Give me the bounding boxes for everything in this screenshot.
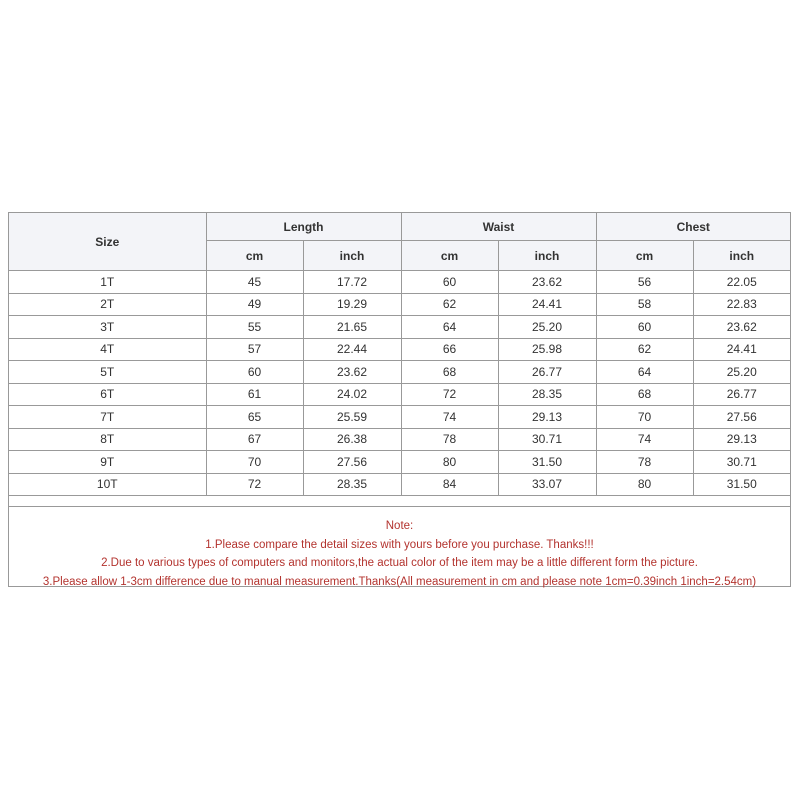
measurement-cell: 24.02 bbox=[303, 383, 401, 406]
size-cell: 4T bbox=[9, 338, 206, 361]
measurement-cell: 27.56 bbox=[693, 406, 790, 429]
unit-header: inch bbox=[303, 241, 401, 271]
measurement-cell: 17.72 bbox=[303, 271, 401, 294]
table-row bbox=[9, 473, 790, 496]
measurement-cell: 29.13 bbox=[693, 428, 790, 451]
measurement-cell: 60 bbox=[401, 271, 498, 294]
measurement-cell: 23.62 bbox=[693, 316, 790, 339]
measurement-cell: 26.38 bbox=[303, 428, 401, 451]
header-row-groups bbox=[9, 213, 790, 241]
table-row bbox=[9, 383, 790, 406]
measurement-cell: 66 bbox=[401, 338, 498, 361]
size-cell: 10T bbox=[9, 473, 206, 496]
measurement-cell: 30.71 bbox=[498, 428, 596, 451]
measurement-cell: 49 bbox=[206, 293, 303, 316]
size-header: Size bbox=[9, 213, 206, 271]
measurement-cell: 25.59 bbox=[303, 406, 401, 429]
measurement-cell: 55 bbox=[206, 316, 303, 339]
measurement-cell: 72 bbox=[401, 383, 498, 406]
measurement-cell: 60 bbox=[596, 316, 693, 339]
measurement-cell: 21.65 bbox=[303, 316, 401, 339]
table-row bbox=[9, 361, 790, 384]
measurement-cell: 68 bbox=[596, 383, 693, 406]
size-cell: 2T bbox=[9, 293, 206, 316]
table-row bbox=[9, 293, 790, 316]
unit-header: cm bbox=[401, 241, 498, 271]
size-cell: 8T bbox=[9, 428, 206, 451]
measurement-cell: 33.07 bbox=[498, 473, 596, 496]
measurement-cell: 25.98 bbox=[498, 338, 596, 361]
measurement-cell: 22.83 bbox=[693, 293, 790, 316]
table-row bbox=[9, 451, 790, 474]
chest-header: Chest bbox=[596, 213, 790, 241]
measurement-cell: 67 bbox=[206, 428, 303, 451]
size-cell: 1T bbox=[9, 271, 206, 294]
measurement-cell: 27.56 bbox=[303, 451, 401, 474]
table-row bbox=[9, 316, 790, 339]
measurement-cell: 26.77 bbox=[693, 383, 790, 406]
size-chart bbox=[8, 212, 791, 587]
measurement-cell: 72 bbox=[206, 473, 303, 496]
unit-header: cm bbox=[206, 241, 303, 271]
length-header: Length bbox=[206, 213, 401, 241]
measurement-cell: 62 bbox=[596, 338, 693, 361]
measurement-cell: 56 bbox=[596, 271, 693, 294]
note-line: 3.Please allow 1-3cm difference due to manual measurement.Thanks(All measurement in cm and please note 1cm=0.39inch 1inch=2.54cm) bbox=[42, 575, 757, 588]
measurement-cell: 19.29 bbox=[303, 293, 401, 316]
notes-title: Note: bbox=[385, 520, 414, 532]
measurement-cell: 80 bbox=[401, 451, 498, 474]
measurement-cell: 57 bbox=[206, 338, 303, 361]
measurement-cell: 45 bbox=[206, 271, 303, 294]
measurement-cell: 61 bbox=[206, 383, 303, 406]
measurement-cell: 70 bbox=[596, 406, 693, 429]
size-cell: 9T bbox=[9, 451, 206, 474]
size-cell: 5T bbox=[9, 361, 206, 384]
measurement-cell: 74 bbox=[596, 428, 693, 451]
measurement-cell: 29.13 bbox=[498, 406, 596, 429]
measurement-cell: 78 bbox=[401, 428, 498, 451]
size-cell: 6T bbox=[9, 383, 206, 406]
measurement-cell: 28.35 bbox=[303, 473, 401, 496]
note-line: 1.Please compare the detail sizes with yours before you purchase. Thanks!!! bbox=[205, 538, 594, 551]
measurement-cell: 62 bbox=[401, 293, 498, 316]
measurement-cell: 64 bbox=[596, 361, 693, 384]
note-line: 2.Due to various types of computers and monitors,the actual color of the item may be a little different form the picture. bbox=[101, 557, 698, 569]
measurement-cell: 65 bbox=[206, 406, 303, 429]
measurement-cell: 23.62 bbox=[498, 271, 596, 294]
notes-section bbox=[9, 506, 790, 586]
measurement-cell: 28.35 bbox=[498, 383, 596, 406]
measurement-cell: 60 bbox=[206, 361, 303, 384]
waist-header: Waist bbox=[401, 213, 596, 241]
size-cell: 7T bbox=[9, 406, 206, 429]
measurement-cell: 58 bbox=[596, 293, 693, 316]
measurement-cell: 84 bbox=[401, 473, 498, 496]
size-cell: 3T bbox=[9, 316, 206, 339]
measurement-cell: 23.62 bbox=[303, 361, 401, 384]
measurement-cell: 68 bbox=[401, 361, 498, 384]
table-body bbox=[9, 271, 790, 496]
measurement-cell: 64 bbox=[401, 316, 498, 339]
measurement-cell: 80 bbox=[596, 473, 693, 496]
measurement-cell: 26.77 bbox=[498, 361, 596, 384]
size-table bbox=[9, 213, 790, 496]
unit-header: cm bbox=[596, 241, 693, 271]
measurement-cell: 70 bbox=[206, 451, 303, 474]
table-row bbox=[9, 406, 790, 429]
measurement-cell: 31.50 bbox=[498, 451, 596, 474]
measurement-cell: 74 bbox=[401, 406, 498, 429]
measurement-cell: 25.20 bbox=[693, 361, 790, 384]
table-row bbox=[9, 271, 790, 294]
measurement-cell: 30.71 bbox=[693, 451, 790, 474]
measurement-cell: 24.41 bbox=[498, 293, 596, 316]
unit-header: inch bbox=[693, 241, 790, 271]
unit-header: inch bbox=[498, 241, 596, 271]
measurement-cell: 22.05 bbox=[693, 271, 790, 294]
measurement-cell: 78 bbox=[596, 451, 693, 474]
measurement-cell: 22.44 bbox=[303, 338, 401, 361]
measurement-cell: 24.41 bbox=[693, 338, 790, 361]
table-row bbox=[9, 338, 790, 361]
measurement-cell: 31.50 bbox=[693, 473, 790, 496]
measurement-cell: 25.20 bbox=[498, 316, 596, 339]
table-row bbox=[9, 428, 790, 451]
